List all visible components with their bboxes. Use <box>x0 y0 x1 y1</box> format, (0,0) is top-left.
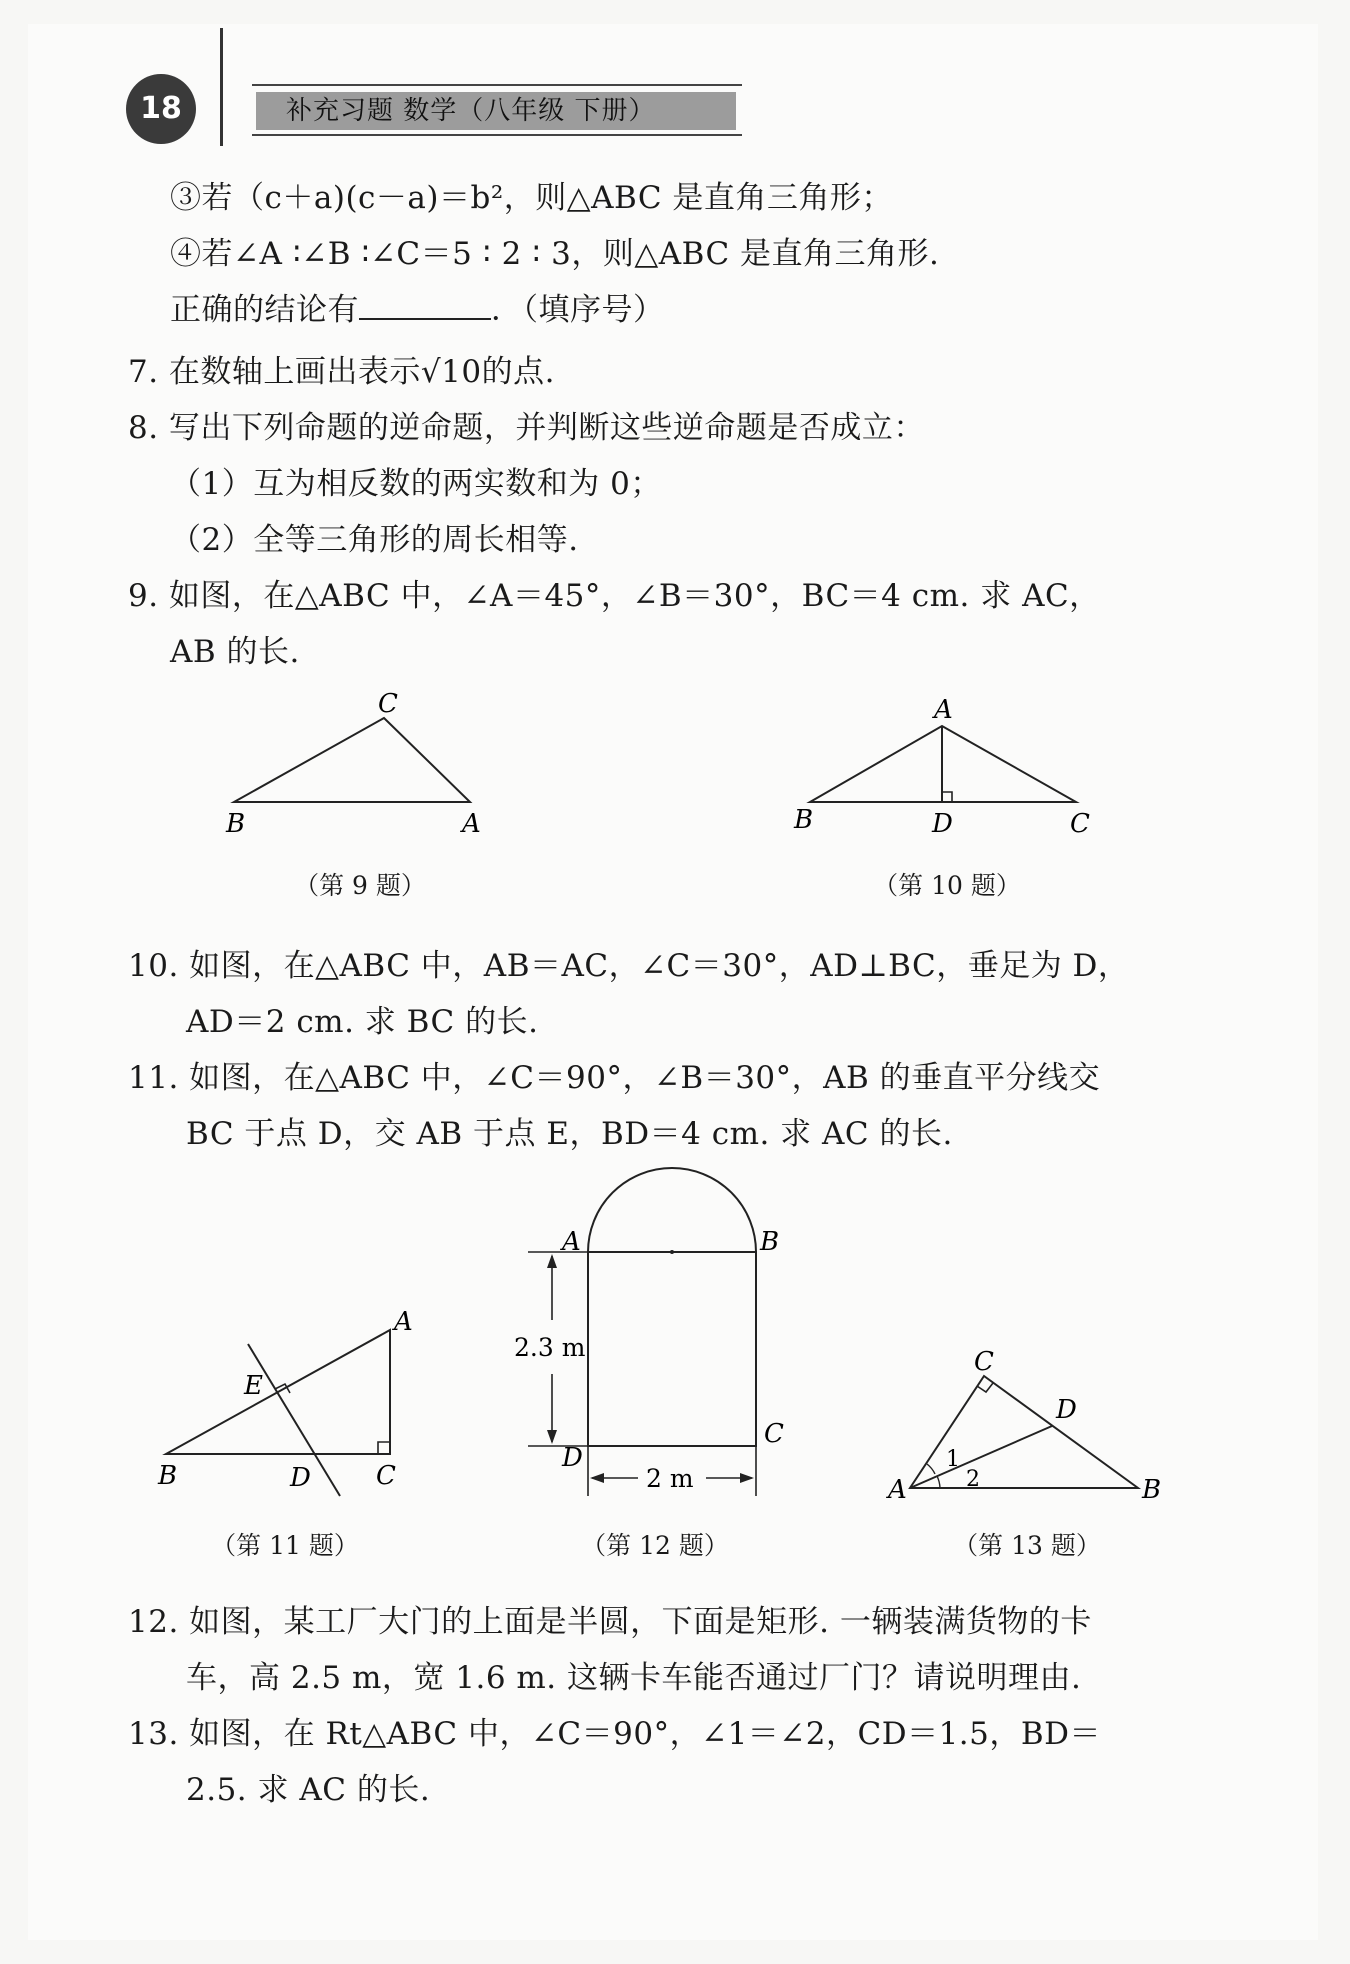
figure-10 <box>790 690 1100 850</box>
page-number: 18 <box>126 74 196 144</box>
figure-11 <box>150 1300 440 1510</box>
question-12: 12. 如图，某工厂大门的上面是半圆，下面是矩形. 一辆装满货物的卡 <box>128 1604 1092 1640</box>
label-e: E <box>244 1371 263 1401</box>
question-9: 9. 如图，在△ABC 中，∠A＝45°，∠B＝30°，BC＝4 cm. 求 AC， <box>128 578 1101 614</box>
angle-arc-2 <box>937 1476 940 1488</box>
right-angle-mark-c <box>378 1442 390 1454</box>
figure-12 <box>500 1160 820 1510</box>
answer-prompt-suffix: ．（填序号） <box>491 292 665 328</box>
height-label: 2.3 m <box>514 1333 586 1362</box>
triangle-abc <box>234 718 470 802</box>
label-d: D <box>562 1443 583 1473</box>
question-7: 7. 在数轴上画出表示√10的点. <box>128 354 555 390</box>
question-11: 11. 如图，在△ABC 中，∠C＝90°，∠B＝30°，AB 的垂直平分线交 <box>128 1060 1101 1096</box>
figure-9 <box>220 690 500 850</box>
label-c: C <box>378 690 398 719</box>
center-point <box>670 1250 674 1254</box>
header-rule-bottom <box>252 134 742 136</box>
label-c: C <box>974 1347 994 1377</box>
figure-9-caption: （第 9 题） <box>294 871 426 900</box>
question-10: 10. 如图，在△ABC 中，AB＝AC，∠C＝30°，AD⊥BC，垂足为 D， <box>128 948 1130 984</box>
label-c: C <box>376 1461 396 1491</box>
label-angle-2: 2 <box>966 1467 980 1492</box>
question-13-cont: 2.5. 求 AC 的长. <box>186 1772 431 1808</box>
label-a: A <box>462 809 481 839</box>
question-8-part-1: （1）互为相反数的两实数和为 0； <box>170 466 662 502</box>
figure-12-caption: （第 12 题） <box>581 1531 729 1560</box>
question-11-cont: BC 于点 D，交 AB 于点 E，BD＝4 cm. 求 AC 的长. <box>186 1116 953 1152</box>
header-divider <box>220 28 223 146</box>
label-d: D <box>932 809 953 839</box>
question-9-cont: AB 的长. <box>170 634 300 670</box>
figure-13 <box>880 1340 1180 1510</box>
question-12-cont: 车，高 2.5 m，宽 1.6 m. 这辆卡车能否通过厂门？请说明理由. <box>186 1660 1082 1696</box>
triangle-abc <box>910 1376 1138 1488</box>
question-13: 13. 如图，在 Rt△ABC 中，∠C＝90°，∠1＝∠2，CD＝1.5，BD＝ <box>128 1716 1102 1752</box>
arrowhead-down <box>547 1430 557 1444</box>
statement-4: ④若∠A ∶∠B ∶∠C＝5 ∶ 2 ∶ 3，则△ABC 是直角三角形. <box>170 236 940 272</box>
question-8: 8. 写出下列命题的逆命题，并判断这些逆命题是否成立： <box>128 410 925 446</box>
question-10-cont: AD＝2 cm. 求 BC 的长. <box>186 1004 539 1040</box>
right-angle-mark <box>942 792 952 802</box>
question-8-part-2: （2）全等三角形的周长相等. <box>170 522 579 558</box>
semicircle-top <box>588 1168 756 1252</box>
label-a: A <box>888 1475 907 1505</box>
label-c: C <box>764 1419 784 1449</box>
figure-13-caption: （第 13 题） <box>953 1531 1101 1560</box>
label-d: D <box>1056 1395 1077 1425</box>
arrowhead-up <box>547 1254 557 1268</box>
header-title: 补充习题 数学（八年级 下册） <box>256 92 736 130</box>
label-angle-1: 1 <box>946 1447 960 1472</box>
answer-blank <box>359 288 491 320</box>
figure-10-caption: （第 10 题） <box>873 871 1021 900</box>
label-a: A <box>562 1227 581 1257</box>
arrowhead-left <box>590 1473 604 1483</box>
label-b: B <box>226 809 246 839</box>
width-label: 2 m <box>646 1464 694 1493</box>
label-b: B <box>158 1461 178 1491</box>
answer-prompt <box>170 288 665 332</box>
door-rectangle <box>588 1252 756 1446</box>
statement-3: ③若（c＋a)(c－a)＝b²，则△ABC 是直角三角形； <box>170 180 893 216</box>
label-a: A <box>394 1307 413 1337</box>
label-c: C <box>1070 809 1090 839</box>
arrowhead-right <box>740 1473 754 1483</box>
label-b: B <box>794 805 814 835</box>
figure-11-caption: （第 11 题） <box>211 1531 359 1560</box>
label-d: D <box>290 1463 311 1493</box>
answer-prompt-text: 正确的结论有 <box>170 292 359 328</box>
label-b: B <box>1142 1475 1162 1505</box>
angle-arc-1 <box>927 1464 935 1474</box>
label-a: A <box>934 695 953 725</box>
label-b: B <box>760 1227 780 1257</box>
header-rule-top <box>252 84 742 86</box>
